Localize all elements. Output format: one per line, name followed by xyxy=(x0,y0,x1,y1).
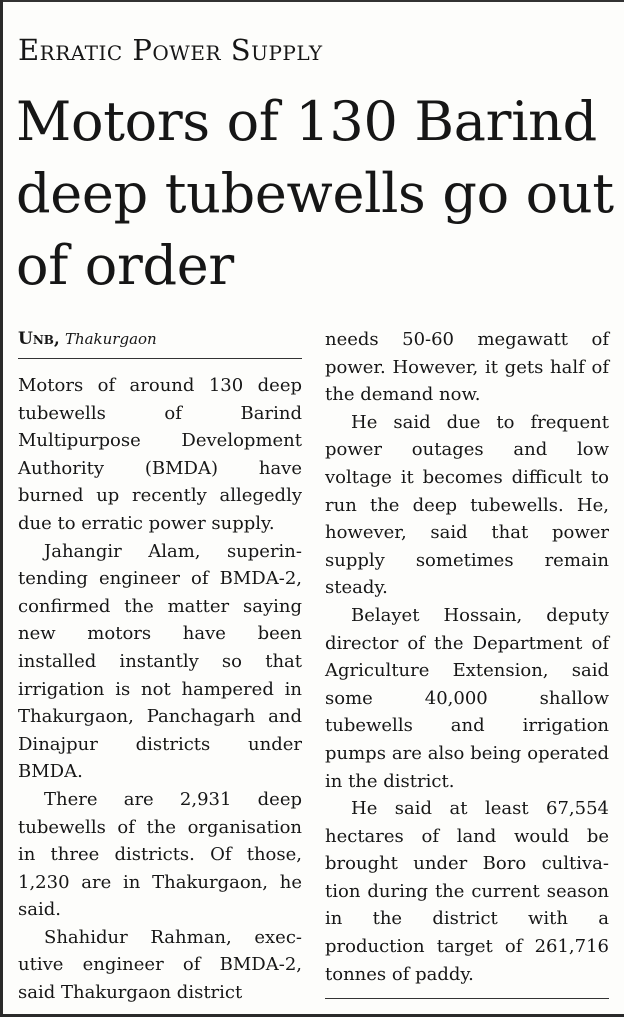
byline xyxy=(18,327,157,351)
article-column-right xyxy=(325,326,609,988)
left-border xyxy=(0,0,3,1017)
top-border xyxy=(0,0,624,2)
paragraph: Belayet Hossain, deputy director of the Department of Agriculture Extension, said some 40,000 shallow tubewells and irrigation pumps are also being operated in the district. xyxy=(325,604,609,792)
paragraph: He said at least 67,554 hectares of land would be brought under Boro cultivation during the current season in the district with a production target of 261,716 tonnes of paddy. xyxy=(325,798,609,985)
article-column-left xyxy=(18,372,302,1007)
byline-agency: Unb, xyxy=(18,329,60,349)
paragraph: He said due to frequent power outages and low voltage it becomes difficult to run the deep tubewells. He, however, said that power supply sometimes remain steady. xyxy=(325,411,609,599)
paragraph: needs 50-60 megawatt of power. However, it gets half of the demand now. xyxy=(325,329,609,406)
end-rule xyxy=(325,998,609,999)
headline: Motors of 130 Barind deep tubewells go out of order xyxy=(16,90,614,297)
paragraph: Shahidur Rahman, executive engineer of BMDA-2, said Thakurgaon district xyxy=(18,926,302,1004)
kicker-heading: Erratic Power Supply xyxy=(18,33,323,67)
paragraph: Jahangir Alam, superintending engineer of BMDA-2, confirmed the matter saying new motors have been installed instantly so that irrigation is not hampered in Thakurgaon, Panchagarh and Dinajpur districts under BMDA. xyxy=(18,540,302,783)
paragraph: Motors of around 130 deep tubewells of Barind Multipurpose Development Authority (BMDA) have burned up recently allegedly due to erratic power supply. xyxy=(18,375,302,534)
byline-rule xyxy=(18,358,302,359)
byline-place: Thakurgaon xyxy=(64,330,157,348)
paragraph: There are 2,931 deep tubewells of the organisation in three districts. Of those, 1,230 are in Thakurgaon, he said. xyxy=(18,788,302,921)
